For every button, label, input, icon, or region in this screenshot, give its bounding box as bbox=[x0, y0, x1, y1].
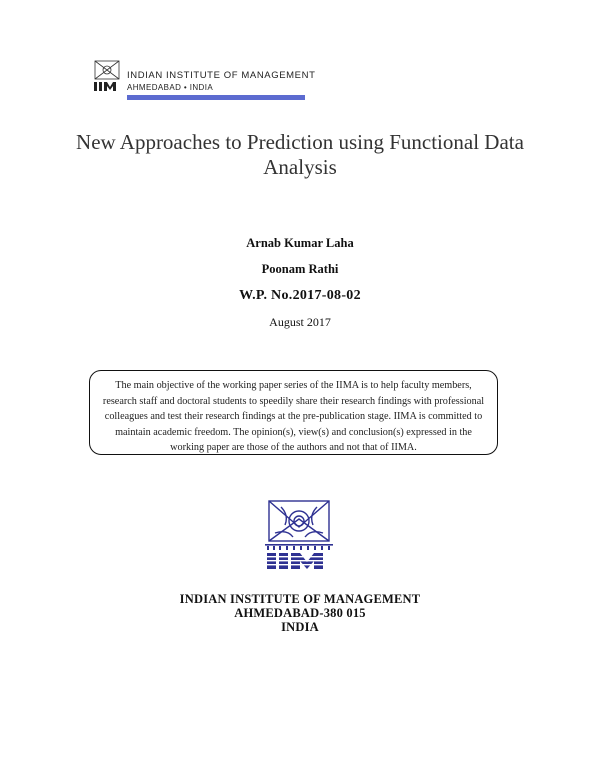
header-city-line: AHMEDABAD • INDIA bbox=[127, 83, 214, 92]
footer-address: AHMEDABAD-380 015 bbox=[234, 606, 366, 620]
header-institute-name: INDIAN INSTITUTE OF MANAGEMENT bbox=[127, 70, 316, 81]
working-paper-number: W.P. No.2017-08-02 bbox=[239, 288, 361, 303]
iim-ahmedabad-logo-icon bbox=[259, 493, 339, 579]
paper-date: August 2017 bbox=[269, 315, 331, 329]
header-logo-icon bbox=[90, 57, 124, 93]
paper-title: New Approaches to Prediction using Functional Data Analysis bbox=[76, 130, 524, 179]
footer-institute-name: INDIAN INSTITUTE OF MANAGEMENT bbox=[179, 592, 421, 606]
disclaimer-box: The main objective of the working paper series of the IIMA is to help faculty members, research staff and doctoral students to speedily share their research findings with professional colleagues and test their research findings at the pre-publication stage. IIMA is committed to maintain academic freedom. The opinion(s), view(s) and conclusion(s) expressed in the working paper are those of the authors and not that of IIMA. bbox=[89, 370, 498, 455]
author-name: Arnab Kumar Laha bbox=[246, 236, 354, 250]
footer-country: INDIA bbox=[281, 620, 319, 634]
author-name: Poonam Rathi bbox=[261, 262, 339, 276]
header-accent-bar bbox=[127, 95, 305, 100]
